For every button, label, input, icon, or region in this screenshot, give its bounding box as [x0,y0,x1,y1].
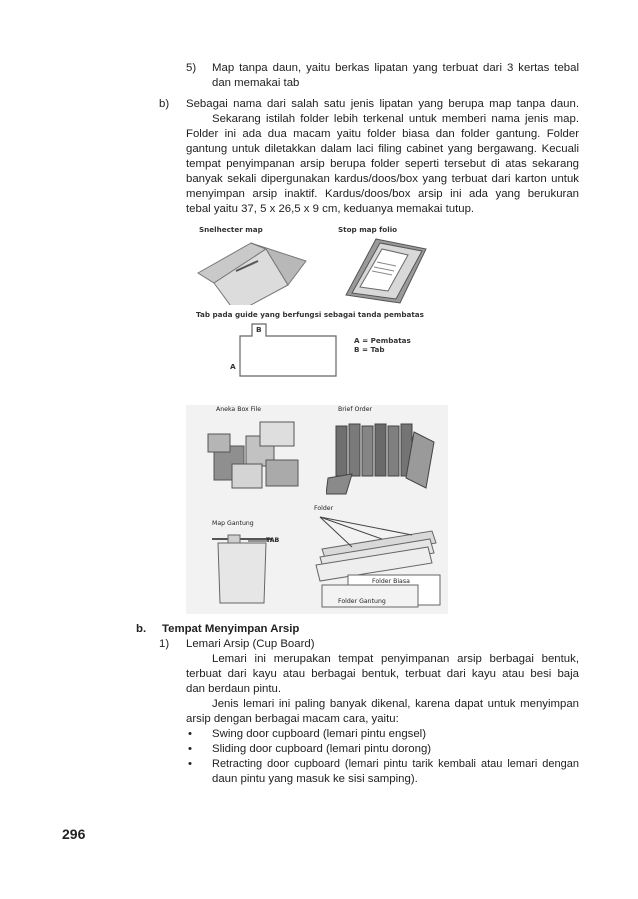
aneka-box-label: Aneka Box File [216,406,262,413]
item-5-number: 5) [186,62,197,74]
tab-b-marker: B [256,325,262,334]
item-b-line-2: Sekarang istilah folder lebih terkenal untuk memberi nama jenis map. [212,113,579,125]
bullet-2-marker: • [188,743,192,755]
bullet-2-text: Sliding door cupboard (lemari pintu dorong) [212,743,432,755]
bullet-3-continuation: daun pintu yang masuk ke sisi samping). [212,773,418,785]
legend-b: B = Tab [354,345,385,354]
item-1-p2-line-2: arsip dengan berbagai macam cara, yaitu: [186,713,399,725]
section-b-title: Tempat Menyimpan Arsip [162,623,300,635]
tab-guide-caption: Tab pada guide yang berfungsi sebagai tanda pembatas [196,310,424,319]
item-b-line-8: tebal yaitu 37, 5 x 26,5 x 9 cm, keduanya memakai tutup. [186,203,475,215]
map-gantung-label: Map Gantung [212,520,254,527]
archive-folders-figure [186,221,448,614]
item-1-p2-line-1: Jenis lemari ini paling banyak dikenal, karena dapat untuk menyimpan [212,698,579,710]
bullet-3-marker: • [188,758,192,770]
snelhecter-label: Snelhecter map [199,225,263,234]
item-b-line-5: tempat penyimpanan arsip berupa folder seperti tersebut di atas sekarang [186,158,579,170]
item-1-number: 1) [159,638,170,650]
item-5-line-1: Map tanpa daun, yaitu berkas lipatan yang terbuat dari 3 kertas tebal [212,62,579,74]
folder-biasa-label: Folder Biasa [372,578,410,585]
folder-label: Folder [314,505,334,512]
item-b-line-3: Folder ini ada dua macam yaitu folder biasa dan folder gantung. Folder [186,128,579,140]
item-1-p1-line-1: Lemari ini merupakan tempat penyimpanan arsip berbagai bentuk, [212,653,579,665]
stop-map-label: Stop map folio [338,225,398,234]
brief-order-label: Brief Order [338,406,373,413]
item-1-p1-line-2: terbuat dari kayu atau berbagai bentuk, terbuat dari kayu atau besi baja [186,668,579,680]
item-b-line-1: Sebagai nama dari salah satu jenis lipatan yang berupa map tanpa daun. [186,98,579,110]
legend-a: A = Pembatas [354,336,411,345]
item-b-line-4: gantung untuk diletakkan dalam laci filing cabinet yang bergawang. Kecuali [186,143,579,155]
box-files-icon [206,416,316,496]
item-b-line-6: banyak sekali dipergunakan kardus/doos/box yang terbuat dari karton untuk [186,173,579,185]
page-number: 296 [62,826,86,842]
item-5-line-2: dan memakai tab [212,77,300,89]
item-b-line-7: menyimpan arsip inaktif. Kardus/doos/box arsip ini ada yang berukuran [186,188,579,200]
folder-gantung-label: Folder Gantung [338,598,386,605]
tab-arrow-label: TAB [266,537,280,544]
section-b-number: b. [136,623,147,635]
brief-order-binders-icon [326,416,444,498]
item-1-p1-line-3: dan berdaun pintu. [186,683,282,695]
tab-guide-icon [226,322,346,378]
bullet-3-text: Retracting door cupboard (lemari pintu tarik kembali atau lemari dengan [212,758,579,770]
bullet-1-text: Swing door cupboard (lemari pintu engsel) [212,728,427,740]
tab-a-marker: A [230,362,236,371]
item-1-title: Lemari Arsip (Cup Board) [186,638,315,650]
stop-map-folio-icon [336,235,436,305]
snelhecter-map-icon [196,235,316,305]
bullet-1-marker: • [188,728,192,740]
item-b-number: b) [159,98,170,110]
